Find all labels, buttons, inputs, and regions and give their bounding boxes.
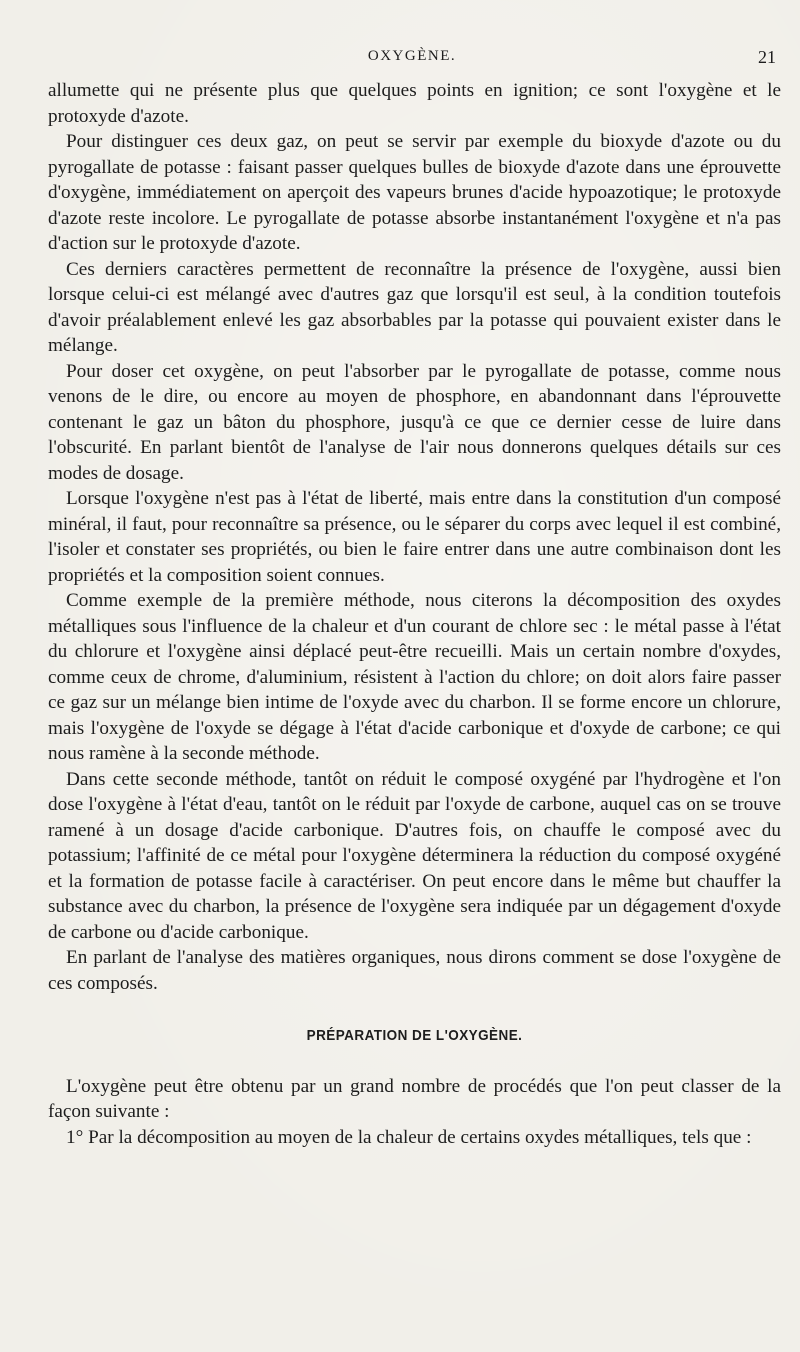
paragraph-continuation: allumette qui ne présente plus que quelques points en ignition; ce sont l'oxygène et le protoxyde d'azote.	[48, 80, 781, 127]
paragraph-preparation-intro: L'oxygène peut être obtenu par un grand nombre de procédés que l'on peut classer de la façon suivante :	[48, 1075, 781, 1122]
paragraph-preparation-item-1: 1° Par la décomposition au moyen de la chaleur de certains oxydes métalliques, tels que :	[66, 1126, 752, 1148]
section-heading: PRÉPARATION DE L'OXYGÈNE.	[306, 1027, 523, 1044]
paragraph-dosing: Pour doser cet oxygène, on peut l'absorber par le pyrogallate de potasse, comme nous venons de le dire, ou encore au moyen de phosphore, en abandonnant dans l'éprouvette contenant le gaz un bâton du phosphore, jusqu'à ce que ce dernier cesse de luire dans l'obscurité. En parlant bientôt de l'analyse de l'air nous donnerons quelques détails sur ces modes de dosage.	[48, 360, 781, 484]
paragraph-organic-analysis: En parlant de l'analyse des matières organiques, nous dirons comment se dose l'oxygène de ces composés.	[48, 947, 781, 994]
running-title: OXYGÈNE.	[367, 48, 457, 64]
paragraph-recognition: Ces derniers caractères permettent de reconnaître la présence de l'oxygène, aussi bien lorsque celui-ci est mélangé avec d'autres gaz que lorsqu'il est seul, à la condition toutefois d'avoir préalablement enlevé les gaz absorbables par la potasse qui pouvaient exister dans le mélange.	[48, 258, 781, 356]
paragraph-combined-state: Lorsque l'oxygène n'est pas à l'état de liberté, mais entre dans la constitution d'un composé minéral, il faut, pour reconnaître sa présence, ou le séparer du corps avec lequel il est combiné, l'isoler et constater ses propriétés, ou bien le faire entrer dans une autre combinaison dont les propriétés et la composition soient connues.	[48, 488, 781, 586]
paragraph-first-method: Comme exemple de la première méthode, nous citerons la décomposition des oxydes métalliques sous l'influence de la chaleur et d'un courant de chlore sec : le métal passe à l'état du chlorure et l'oxygène ainsi déplacé peut-être recueilli. Mais un certain nombre d'oxydes, comme ceux de chrome, d'aluminium, résistent à l'action du chlore; on doit alors faire passer ce gaz sur un mélange bien intime de l'oxyde avec du charbon. Il se forme encore un chlorure, mais l'oxygène de l'oxyde se dégage à l'état d'acide carbonique et d'oxyde de carbone; ce qui nous ramène à la seconde méthode.	[48, 590, 781, 764]
page-header	[48, 44, 776, 72]
body-text	[48, 78, 781, 1150]
paragraph-second-method: Dans cette seconde méthode, tantôt on réduit le composé oxygéné par l'hydrogène et l'on dose l'oxygène à l'état d'eau, tantôt on le réduit par l'oxyde de carbone, auquel cas on se trouve ramené à un dosage d'acide carbonique. D'autres fois, on chauffe le composé avec du potassium; l'affinité de ce métal pour l'oxygène déterminera la réduction du composé oxygéné et la formation de potasse facile à caractériser. On peut encore dans le même but chauffer la substance avec du charbon, la présence de l'oxygène sera indiquée par un dégagement d'oxyde de carbone ou d'acide carbonique.	[48, 768, 781, 943]
paragraph-distinguishing-gases: Pour distinguer ces deux gaz, on peut se servir par exemple du bioxyde d'azote ou du pyrogallate de potasse : faisant passer quelques bulles de bioxyde d'azote dans une éprouvette d'oxygène, immédiatement on aperçoit des vapeurs brunes d'acide hypoazotique; le protoxyde d'azote reste incolore. Le pyrogallate de potasse absorbe instantanément l'oxygène et n'a pas d'action sur le protoxyde d'azote.	[48, 131, 781, 254]
page-number: 21	[758, 47, 776, 67]
